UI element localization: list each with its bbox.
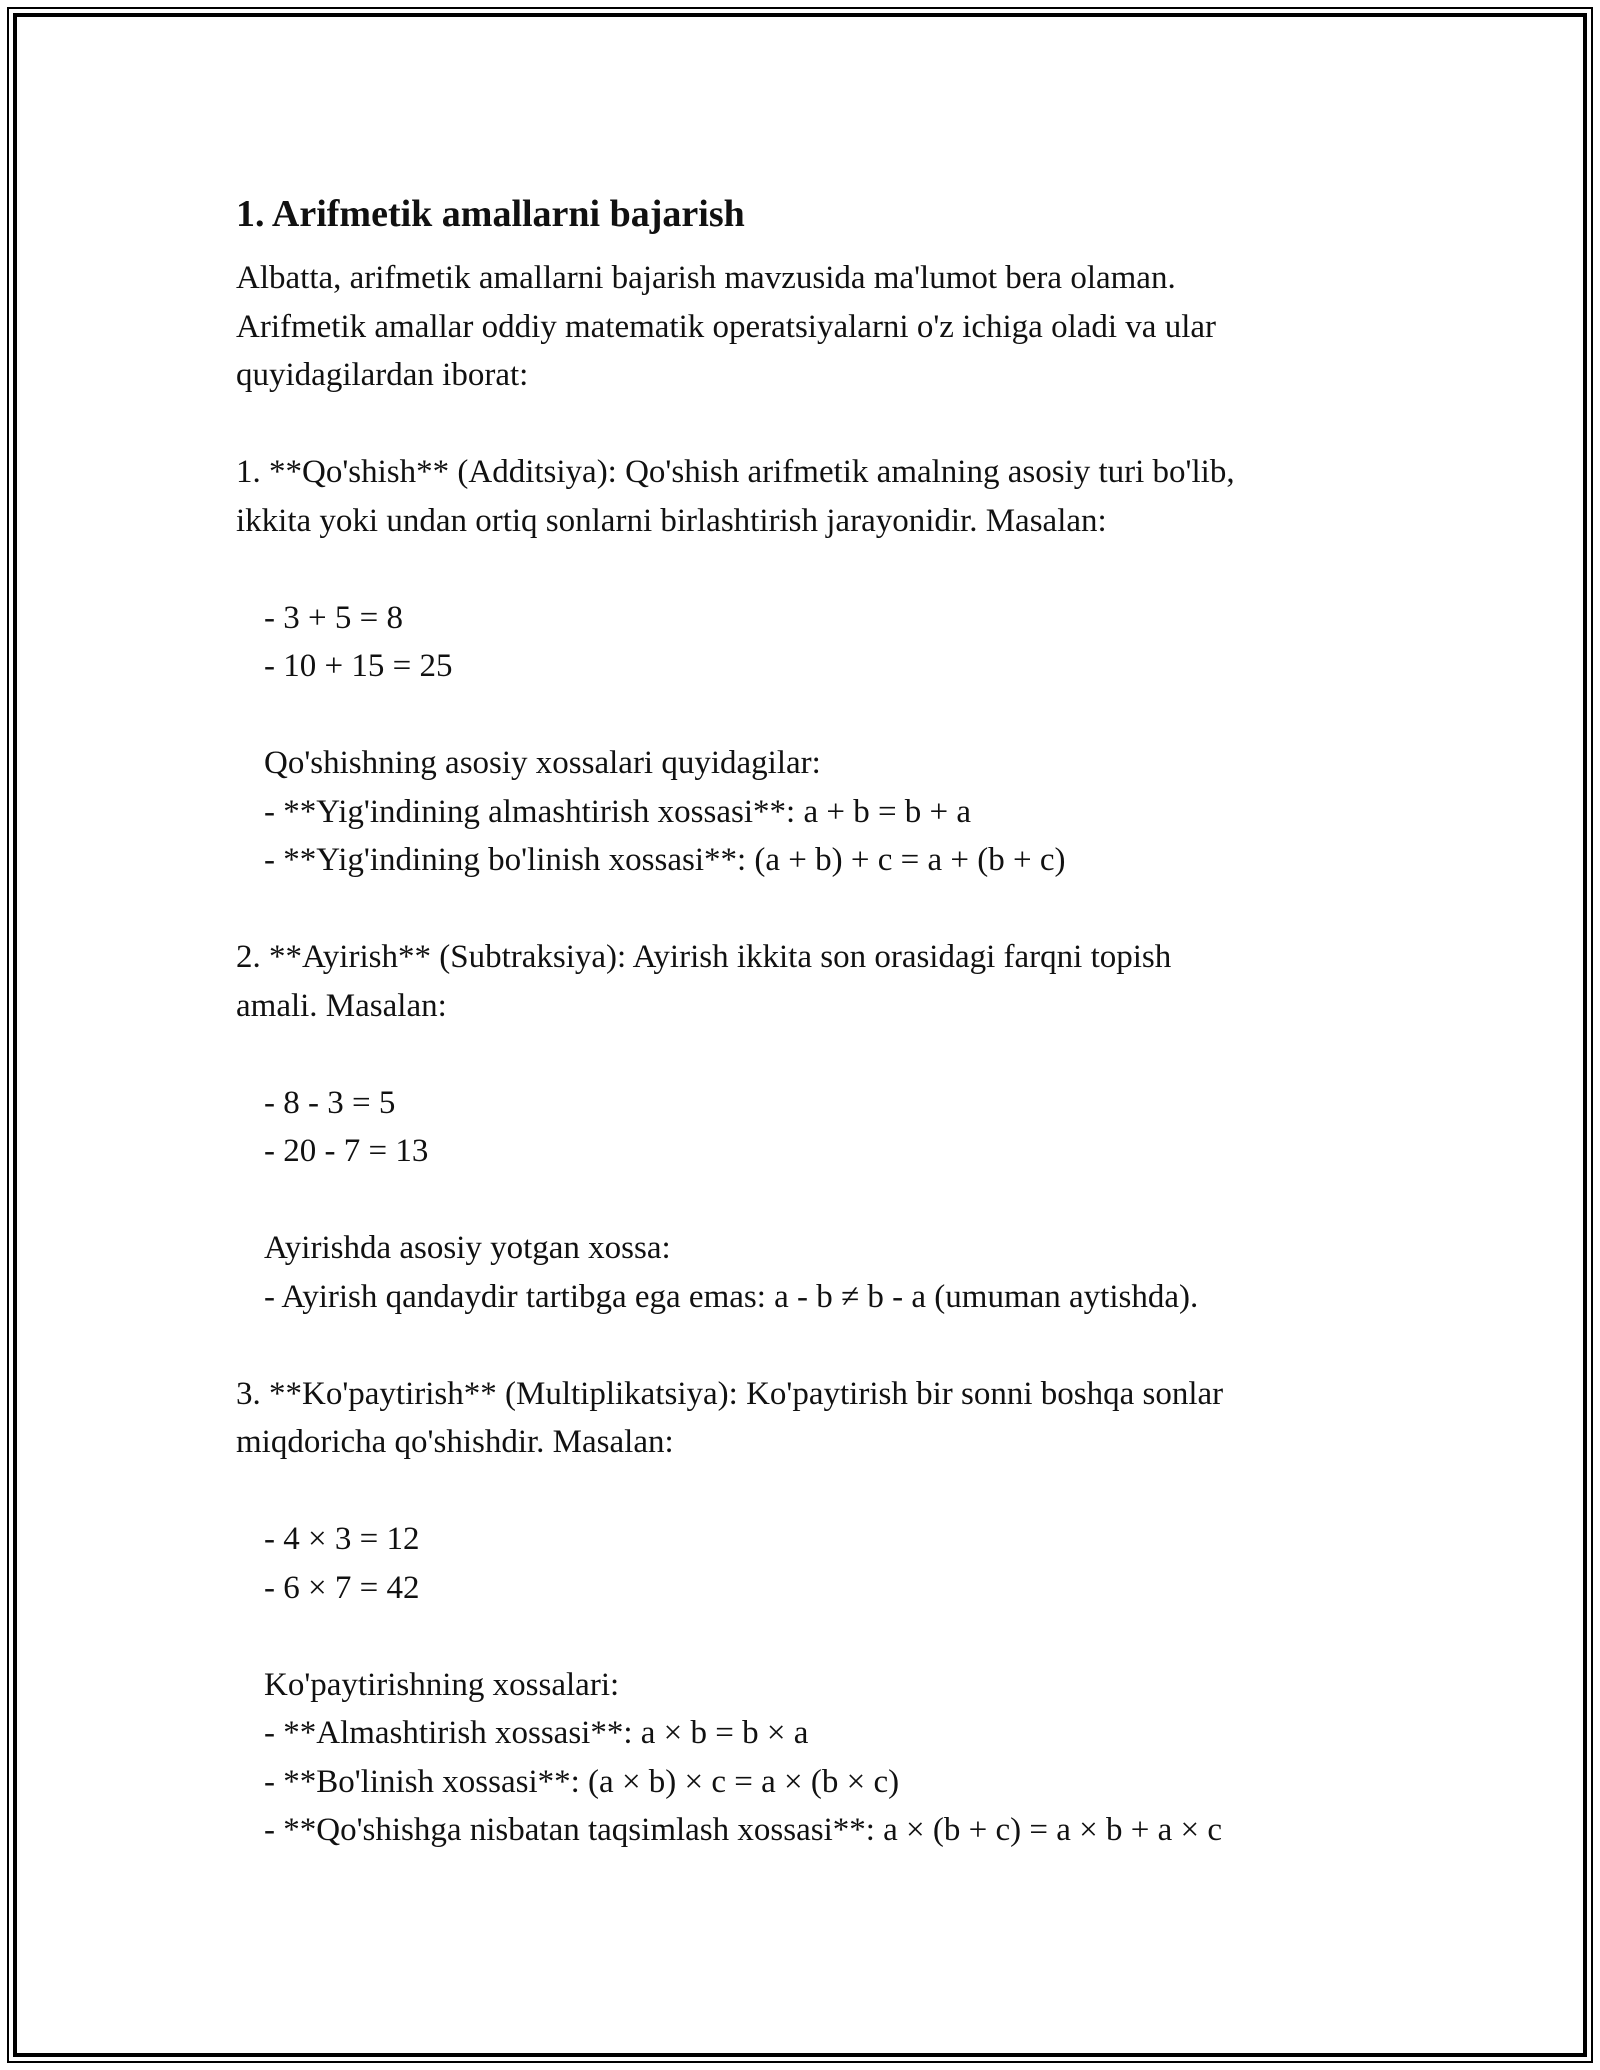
section-text-line: miqdoricha qo'shishdir. Masalan: bbox=[236, 1424, 674, 1460]
spacer bbox=[236, 1176, 1386, 1225]
intro-line: Arifmetik amallar oddiy matematik operatsiyalarni o'z ichiga oladi va ular bbox=[236, 308, 1217, 345]
section-text-line: 3. **Ko'paytirish** (Multiplikatsiya): Ko'paytirish bir sonni boshqa sonlar bbox=[236, 1375, 1224, 1412]
example-line: - 8 - 3 = 5 bbox=[264, 1084, 396, 1121]
property-line: - Ayirish qandaydir tartibga ega emas: a - b ≠ b - a (umuman aytishda). bbox=[264, 1278, 1199, 1315]
section-subtraction bbox=[236, 933, 1386, 1321]
section-addition bbox=[236, 448, 1386, 885]
intro-paragraph bbox=[236, 254, 1386, 400]
section-text-line: 2. **Ayirish** (Subtraksiya): Ayirish ikkita son orasidagi farqni topish bbox=[236, 939, 1172, 975]
property-line: - **Bo'linish xossasi**: (a × b) × c = a × (b × c) bbox=[264, 1763, 900, 1800]
spacer bbox=[236, 691, 1386, 740]
spacer bbox=[236, 1467, 1386, 1516]
spacer bbox=[236, 545, 1386, 594]
section-text-line: 1. **Qo'shish** (Additsiya): Qo'shish arifmetik amalning asosiy turi bo'lib, bbox=[236, 454, 1235, 490]
spacer bbox=[236, 1030, 1386, 1079]
example-line: - 3 + 5 = 8 bbox=[264, 599, 403, 636]
spacer bbox=[236, 1321, 1386, 1370]
property-line: - **Yig'indining almashtirish xossasi**: a + b = b + a bbox=[264, 793, 972, 830]
section-text-line: ikkita yoki undan ortiq sonlarni birlashtirish jarayonidir. Masalan: bbox=[236, 502, 1107, 539]
document-content bbox=[236, 186, 1386, 1855]
section-text-line: amali. Masalan: bbox=[236, 987, 447, 1024]
property-line: - **Qo'shishga nisbatan taqsimlash xossasi**: a × (b + c) = a × b + a × c bbox=[264, 1812, 1223, 1848]
example-line: - 4 × 3 = 12 bbox=[264, 1521, 420, 1557]
document-heading: 1. Arifmetik amallarni bajarish bbox=[236, 193, 745, 235]
property-line: - **Yig'indining bo'linish xossasi**: (a + b) + c = a + (b + c) bbox=[264, 842, 1066, 878]
properties-title: Qo'shishning asosiy xossalari quyidagilar: bbox=[264, 745, 821, 781]
properties-title: Ayirishda asosiy yotgan xossa: bbox=[264, 1230, 671, 1266]
section-multiplication bbox=[236, 1370, 1386, 1855]
intro-line: quyidagilardan iborat: bbox=[236, 357, 529, 393]
property-line: - **Almashtirish xossasi**: a × b = b × a bbox=[264, 1715, 809, 1751]
spacer bbox=[236, 885, 1386, 934]
intro-line: Albatta, arifmetik amallarni bajarish mavzusida ma'lumot bera olaman. bbox=[236, 260, 1176, 296]
properties-title: Ko'paytirishning xossalari: bbox=[264, 1666, 620, 1703]
example-line: - 10 + 15 = 25 bbox=[264, 648, 453, 684]
example-line: - 6 × 7 = 42 bbox=[264, 1569, 420, 1606]
spacer bbox=[236, 1612, 1386, 1661]
example-line: - 20 - 7 = 13 bbox=[264, 1133, 429, 1169]
spacer bbox=[236, 400, 1386, 449]
